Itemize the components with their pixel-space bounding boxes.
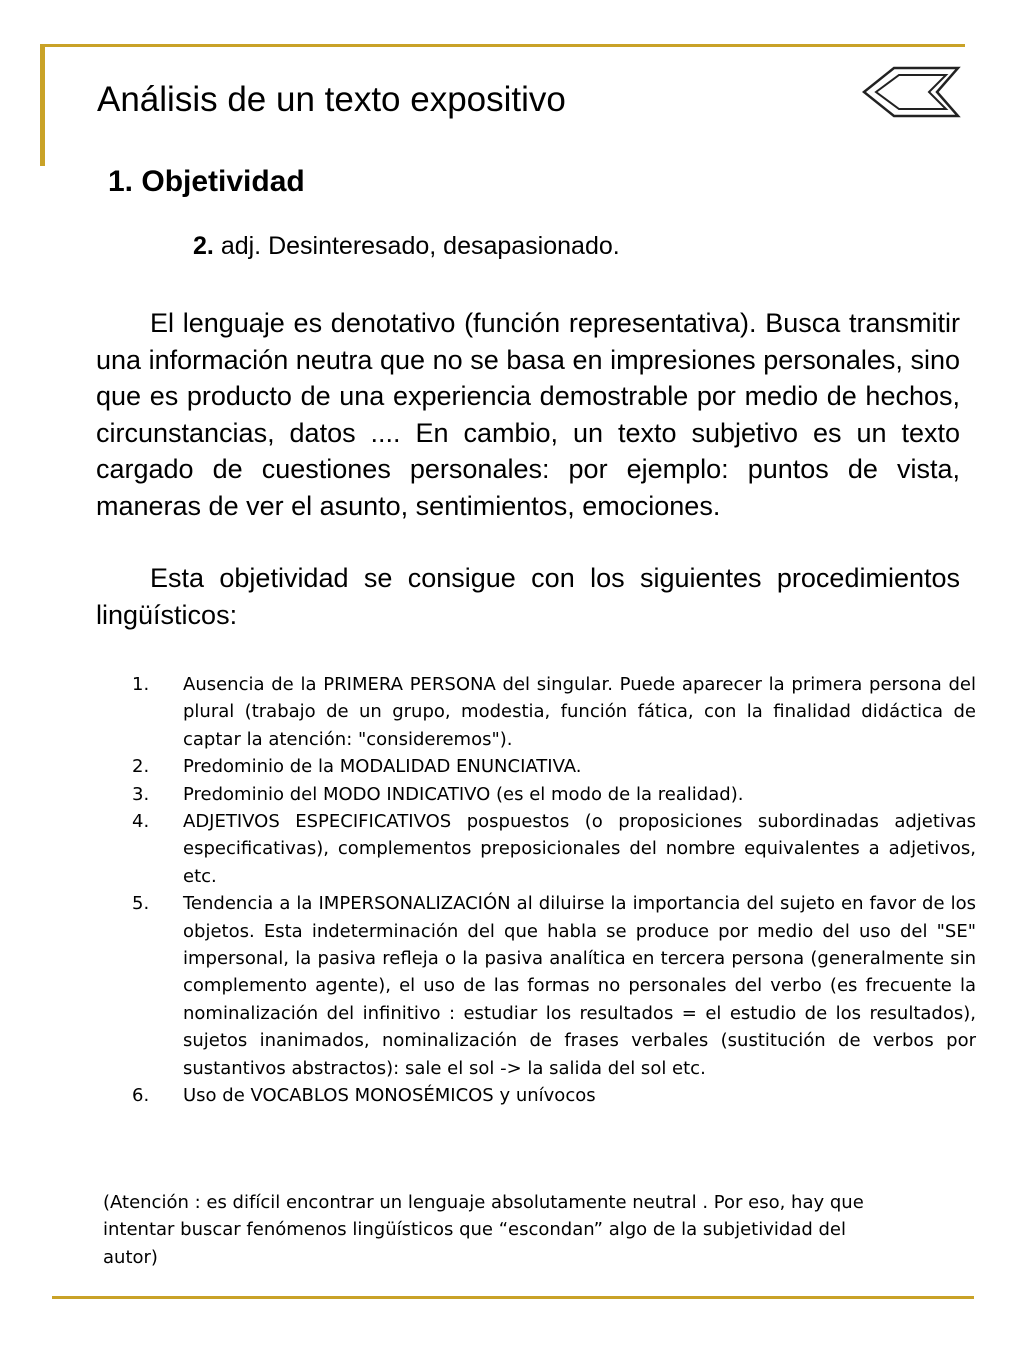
note: (Atención : es difícil encontrar un lenguaje absolutamente neutral . Por eso, hay que intentar buscar fenómenos lingüísticos que “escondan” algo de la subjetividad del autor) xyxy=(103,1192,864,1268)
procedures-intro-paragraph: Esta objetividad se consigue con los siguientes procedimientos lingüísticos: xyxy=(96,563,960,630)
list-item-text: Predominio de la MODALIDAD ENUNCIATIVA. xyxy=(183,756,582,778)
section-heading: 1. Objetividad xyxy=(108,165,305,198)
gold-vertical-rule xyxy=(40,44,45,166)
gold-bottom-rule xyxy=(52,1296,974,1299)
list-item-text: Uso de VOCABLOS MONOSÉMICOS y unívocos xyxy=(183,1085,596,1107)
list-item xyxy=(128,781,976,808)
list-item-number: 2. xyxy=(132,756,150,778)
list-item xyxy=(128,753,976,780)
procedures-list xyxy=(128,671,976,1110)
definition xyxy=(193,232,620,261)
definition-text: adj. Desinteresado, desapasionado. xyxy=(220,232,620,260)
list-item-number: 6. xyxy=(132,1085,150,1107)
list-item-text: Tendencia a la IMPERSONALIZACIÓN al diluirse la importancia del sujeto en favor de los objetos. Esta indeterminación del que habla se produce por medio del uso del "SE" impersonal, la pasiva refleja o la pasiva analítica en tercera persona (generalmente sin complemento agente), el uso de las formas no personales del verbo (es frecuente la nominalización del infinitivo : estudiar los resultados = el estudio de los resultados), sujetos inanimados, nominalización de frases verbales (sustitución de verbos por sustantivos abstractos): sale el sol -> la salida del sol etc. xyxy=(183,893,976,1079)
page-title: Análisis de un texto expositivo xyxy=(97,80,566,119)
gold-top-rule xyxy=(40,44,965,47)
back-arrow-icon[interactable] xyxy=(862,66,962,118)
list-item-number: 3. xyxy=(132,783,150,805)
list-item-number: 4. xyxy=(132,811,150,833)
list-item xyxy=(128,671,976,753)
list-item-text: Predominio del MODO INDICATIVO (es el modo de la realidad). xyxy=(183,783,744,805)
list-item-text: Ausencia de la PRIMERA PERSONA del singular. Puede aparecer la primera persona del plural (trabajo de un grupo, modestia, función fática, con la finalidad didáctica de captar la atención: "consideremos"). xyxy=(183,674,976,750)
definition-number: 2. xyxy=(193,232,214,260)
list-item-number: 1. xyxy=(132,674,150,695)
list-item-number: 5. xyxy=(132,893,150,915)
list-item xyxy=(128,808,976,890)
intro-paragraph: El lenguaje es denotativo (función representativa). Busca transmitir una información neutra que no se basa en impresiones personales, sino que es producto de una experiencia demostrable por medio de hechos, circunstancias, datos .... En cambio, un texto subjetivo es un texto cargado de cuestiones personales: por ejemplo: puntos de vista, maneras de ver el asunto, sentimientos, emociones. xyxy=(96,308,960,521)
list-item xyxy=(128,890,976,1082)
list-item-text: ADJETIVOS ESPECIFICATIVOS pospuestos (o proposiciones subordinadas adjetivas especificativas), complementos preposicionales del nombre equivalentes a adjetivos, etc. xyxy=(183,811,976,887)
list-item xyxy=(128,1082,976,1109)
